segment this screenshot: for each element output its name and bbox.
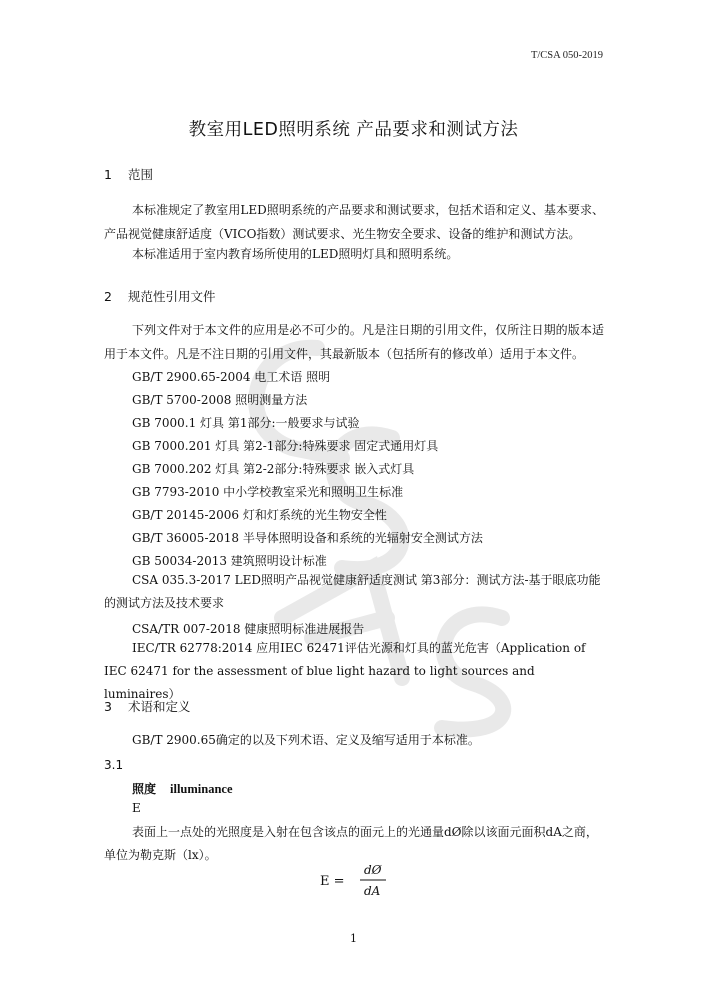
reference-item: GB 50034-2013 建筑照明设计标准 [132,554,327,568]
term-number: 3.1 [104,758,124,772]
reference-item: CSA/TR 007-2018 健康照明标准进展报告 [132,622,365,636]
section-2-heading [104,287,216,305]
formula-numerator: dØ [364,863,382,877]
watermark-letter-s1 [334,434,402,569]
reference-item: GB 7000.1 灯具 第1部分:一般要求与试验 [132,416,360,430]
term-definition: 表面上一点处的光照度是入射在包含该点的面元上的光通量dØ除以该面元面积dA之商，单位为勒克斯（lx）。 [104,825,598,862]
reference-item: GB/T 5700-2008 照明测量方法 [132,393,308,407]
reference-item: GB 7000.202 灯具 第2-2部分:特殊要求 嵌入式灯具 [132,462,415,476]
reference-item: GB/T 36005-2018 半导体照明设备和系统的光辐射安全测试方法 [132,531,483,545]
section-title: 范围 [128,167,154,182]
scope-paragraph-1: 本标准规定了教室用LED照明系统的产品要求和测试要求，包括术语和定义、基本要求、产品视觉健康舒适度（VICO指数）测试要求、光生物安全要求、设备的维护和测试方法。 [104,203,604,241]
term-chinese: 照度 [132,782,157,796]
section-title: 术语和定义 [128,699,191,714]
term-heading [132,780,233,797]
scope-paragraph-2: 本标准适用于室内教育场所使用的LED照明灯具和照明系统。 [132,247,459,261]
references-intro: 下列文件对于本文件的应用是必不可少的。凡是注日期的引用文件，仅所注日期的版本适用于本文件。凡是不注日期的引用文件，其最新版本（包括所有的修改单）适用于本文件。 [104,323,604,361]
reference-item: GB/T 2900.65-2004 电工术语 照明 [132,370,331,384]
reference-item: GB 7793-2010 中小学校教室采光和照明卫生标准 [132,485,404,499]
terms-intro: GB/T 2900.65确定的以及下列术语、定义及缩写适用于本标准。 [132,733,480,747]
reference-item: IEC/TR 62778:2014 应用IEC 62471评估光源和灯具的蓝光危害（Application of IEC 62471 for the assessment of blue light hazard to light sources and luminaires） [104,641,586,701]
term-english: illuminance [170,782,233,796]
reference-item: CSA 035.3-2017 LED照明产品视觉健康舒适度测试 第3部分：测试方法-基于眼底功能的测试方法及技术要求 [104,573,601,610]
formula-lhs: E = [320,874,345,889]
reference-item: GB 7000.201 灯具 第2-1部分:特殊要求 固定式通用灯具 [132,439,439,453]
section-1-heading [104,165,153,183]
page-number: 1 [350,932,357,945]
reference-item: GB/T 20145-2006 灯和灯系统的光生物安全性 [132,508,387,522]
standard-code: T/CSA 050-2019 [530,50,603,61]
section-number: 1 [104,167,112,182]
illuminance-formula [320,858,390,902]
section-number: 2 [104,289,112,304]
document-title: 教室用LED照明系统 产品要求和测试方法 [188,120,519,140]
formula-denominator: dA [364,884,381,898]
section-title: 规范性引用文件 [128,289,216,304]
section-3-heading [104,697,191,715]
section-number: 3 [104,699,112,714]
term-symbol: E [132,801,141,815]
